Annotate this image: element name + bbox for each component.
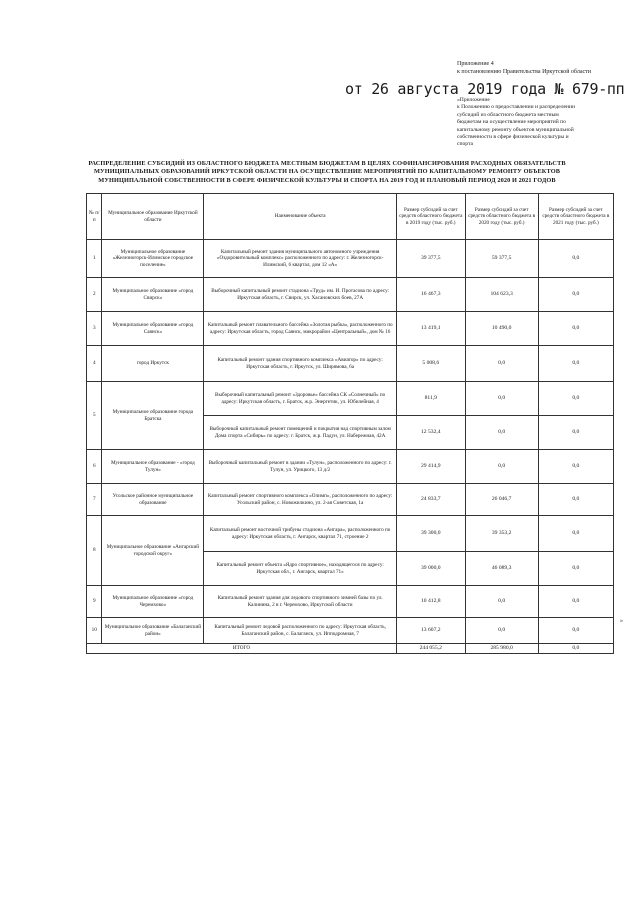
appendix-line: к постановлению Правительства Иркутской области bbox=[457, 68, 591, 75]
row-2020: 0,0 bbox=[465, 450, 538, 484]
header-object: Наименование объекта bbox=[204, 194, 397, 240]
row-2020: 0,0 bbox=[465, 618, 538, 644]
table-row bbox=[87, 618, 614, 644]
table-row bbox=[87, 586, 614, 618]
row-2021: 0,0 bbox=[538, 618, 613, 644]
table-row bbox=[87, 450, 614, 484]
closing-quote-mark: » bbox=[620, 618, 623, 624]
table-header-row bbox=[87, 194, 614, 240]
row-municipality: Усольское районное муниципальное образование bbox=[102, 484, 204, 516]
row-2020: 26 046,7 bbox=[465, 484, 538, 516]
row-municipality: Муниципальное образование «город Свирск» bbox=[102, 278, 204, 312]
table-row bbox=[87, 382, 614, 416]
regulation-note bbox=[457, 97, 607, 149]
table-row bbox=[87, 346, 614, 382]
row-object: Капитальный ремонт восточной трибуны стадиона «Ангара», расположенного по адресу: Иркутская область, г. Ангарск, квартал 71, строение 2 bbox=[204, 516, 397, 552]
row-object: Выборочный капитальный ремонт стадиона «Труд» им. И. Протасова по адресу: Иркутская область, г. Свирск, ул. Хасановских боев, 27А bbox=[204, 278, 397, 312]
row-2021: 0,0 bbox=[538, 312, 613, 346]
title-line: МУНИЦИПАЛЬНОЙ СОБСТВЕННОСТИ В СФЕРЕ ФИЗИЧЕСКОЙ КУЛЬТУРЫ И СПОРТА НА 2019 ГОД И ПЛАНОВЫЙ ПЕРИОД 2020 И 2021 ГОДОВ bbox=[98, 176, 556, 184]
row-municipality: Муниципальное образование «город Саянск» bbox=[102, 312, 204, 346]
row-2019: 39 000,0 bbox=[396, 552, 465, 586]
row-2021: 0,0 bbox=[538, 382, 613, 416]
header-2019: Размер субсидий за счет средств областного бюджета в 2019 году (тыс. руб.) bbox=[396, 194, 465, 240]
row-2019: 10 412,8 bbox=[396, 586, 465, 618]
row-2020: 0,0 bbox=[465, 586, 538, 618]
note-line: спорта bbox=[457, 141, 473, 148]
table-row bbox=[87, 240, 614, 278]
row-object: Выборочный капитальный ремонт «Здоровье» бассейна СК «Солнечный» по адресу: Иркутская область, г. Братск, ж.р. Энергетик, ул. Юбилейная, 4 bbox=[204, 382, 397, 416]
row-num: 4 bbox=[87, 346, 102, 382]
row-2021: 0,0 bbox=[538, 552, 613, 586]
row-num: 10 bbox=[87, 618, 102, 644]
row-object: Выборочный капитальный ремонт помещений и покрытия над спортивным залом Дома спорта «Сибирь» по адресу: г. Братск, ж.р. Падун, ул. Набережная, 42А bbox=[204, 416, 397, 450]
row-municipality: город Иркутск bbox=[102, 346, 204, 382]
row-municipality: Муниципальное образование «Ангарский городской округ» bbox=[102, 516, 204, 586]
table-row bbox=[87, 484, 614, 516]
row-2020: 0,0 bbox=[465, 416, 538, 450]
row-2019: 24 833,7 bbox=[396, 484, 465, 516]
row-object: Капитальный ремонт спортивного комплекса «Олимп», расположенного по адресу: Усольский район, с. Новожилкино, ул. 2-ая Советская, 1а bbox=[204, 484, 397, 516]
row-num: 6 bbox=[87, 450, 102, 484]
subsidy-table bbox=[86, 193, 614, 654]
note-line: субсидий из областного бюджета местным bbox=[457, 111, 559, 118]
row-num: 1 bbox=[87, 240, 102, 278]
row-object: Капитальный ремонт плавательного бассейна «Золотая рыбка», расположенного по адресу: Иркутская область, город Саянск, микрорайон «Центральный», дом № 16 bbox=[204, 312, 397, 346]
row-object: Капитальный ремонт здания муниципального автономного учреждения «Оздоровительный комплекс» расположенного по адресу: г. Железногорск-Илимский, 6 квартал, дом 12 «А» bbox=[204, 240, 397, 278]
note-line: к Положению о предоставлении и распределении bbox=[457, 104, 575, 111]
row-object: Капитальный ремонт ледовой расположенного по адресу: Иркутская область, Балаганский район, с. Балаганск, ул. Ипподромная, 7 bbox=[204, 618, 397, 644]
title-line: РАСПРЕДЕЛЕНИЕ СУБСИДИЙ ИЗ ОБЛАСТНОГО БЮДЖЕТА МЕСТНЫМ БЮДЖЕТАМ В ЦЕЛЯХ СОФИНАНСИРОВАНИЯ РАСХОДНЫХ ОБЯЗАТЕЛЬСТВ bbox=[88, 160, 566, 167]
table-row bbox=[87, 516, 614, 552]
row-2019: 811,9 bbox=[396, 382, 465, 416]
note-line: собственности в сфере физической культуры и bbox=[457, 134, 569, 141]
row-2021: 0,0 bbox=[538, 240, 613, 278]
row-2021: 0,0 bbox=[538, 586, 613, 618]
row-2021: 0,0 bbox=[538, 278, 613, 312]
row-2019: 12 532,4 bbox=[396, 416, 465, 450]
resolution-date: от 26 августа 2019 года № 679-пп bbox=[345, 80, 625, 98]
appendix-header bbox=[457, 61, 607, 76]
total-2020: 285 980,0 bbox=[465, 644, 538, 654]
row-object: Капитальный ремонт здания спортивного комплекса «Авиатор» по адресу: Иркутская область, г. Иркутск, ул. Ширямова, 6а bbox=[204, 346, 397, 382]
row-2020: 46 089,3 bbox=[465, 552, 538, 586]
row-2019: 39 377,5 bbox=[396, 240, 465, 278]
row-2021: 0,0 bbox=[538, 516, 613, 552]
row-2019: 16 467,3 bbox=[396, 278, 465, 312]
note-line: бюджетам на осуществление мероприятий по bbox=[457, 119, 566, 126]
row-2020: 0,0 bbox=[465, 346, 538, 382]
row-2021: 0,0 bbox=[538, 450, 613, 484]
row-2020: 59 377,5 bbox=[465, 240, 538, 278]
row-municipality: Муниципальное образование «Железногорск-Илимское городское поселение» bbox=[102, 240, 204, 278]
row-num: 2 bbox=[87, 278, 102, 312]
row-2019: 5 008,6 bbox=[396, 346, 465, 382]
row-2019: 29 414,9 bbox=[396, 450, 465, 484]
row-2019: 13 607,2 bbox=[396, 618, 465, 644]
row-2021: 0,0 bbox=[538, 346, 613, 382]
document-title bbox=[88, 160, 566, 185]
row-num: 8 bbox=[87, 516, 102, 586]
title-line: МУНИЦИПАЛЬНЫХ ОБРАЗОВАНИЙ ИРКУТСКОЙ ОБЛАСТИ НА ОСУЩЕСТВЛЕНИЕ МЕРОПРИЯТИЙ ПО КАПИТАЛЬНОМУ РЕМОНТУ ОБЪЕКТОВ bbox=[94, 168, 560, 176]
row-object: Капитальный ремонт здания для ледового спортивного зимней базы по ул. Калинина, 2 в г. Черемхово, Иркутской области bbox=[204, 586, 397, 618]
table-row bbox=[87, 278, 614, 312]
row-num: 5 bbox=[87, 382, 102, 450]
total-label: ИТОГО bbox=[87, 644, 397, 654]
header-municipality: Муниципальное образование Иркутской области bbox=[102, 194, 204, 240]
row-2019: 13 419,1 bbox=[396, 312, 465, 346]
row-municipality: Муниципальное образование «город Черемхово» bbox=[102, 586, 204, 618]
row-object: Выборочный капитальный ремонт в здании «Тулун», расположенного по адресу: г. Тулун, ул. Урицкого, 13 д/2 bbox=[204, 450, 397, 484]
appendix-line: Приложение 4 bbox=[457, 61, 494, 67]
total-row bbox=[87, 644, 614, 654]
row-2020: 104 623,3 bbox=[465, 278, 538, 312]
row-2021: 0,0 bbox=[538, 484, 613, 516]
row-2020: 10 490,0 bbox=[465, 312, 538, 346]
row-num: 7 bbox=[87, 484, 102, 516]
total-2021: 0,0 bbox=[538, 644, 613, 654]
header-2021: Размер субсидий за счет средств областного бюджета в 2021 году (тыс. руб.) bbox=[538, 194, 613, 240]
row-municipality: Муниципальное образование города Братска bbox=[102, 382, 204, 450]
header-num: № п/п bbox=[87, 194, 102, 240]
row-num: 9 bbox=[87, 586, 102, 618]
total-2019: 244 055,2 bbox=[396, 644, 465, 654]
row-2020: 0,0 bbox=[465, 382, 538, 416]
row-2020: 39 353,2 bbox=[465, 516, 538, 552]
note-line: капитальному ремонту объектов муниципальной bbox=[457, 126, 574, 133]
row-municipality: Муниципальное образование - «город Тулун» bbox=[102, 450, 204, 484]
row-municipality: Муниципальное образование «Балаганский район» bbox=[102, 618, 204, 644]
table-row bbox=[87, 312, 614, 346]
row-2021: 0,0 bbox=[538, 416, 613, 450]
header-2020: Размер субсидий за счет средств областного бюджета в 2020 году (тыс. руб.) bbox=[465, 194, 538, 240]
row-object: Капитальный ремонт объекта «Ядро спортивное», находящегося по адресу: Иркутская обл., г. Ангарск, квартал 71» bbox=[204, 552, 397, 586]
note-line: «Приложение bbox=[457, 97, 490, 103]
row-2019: 39 300,0 bbox=[396, 516, 465, 552]
row-num: 3 bbox=[87, 312, 102, 346]
